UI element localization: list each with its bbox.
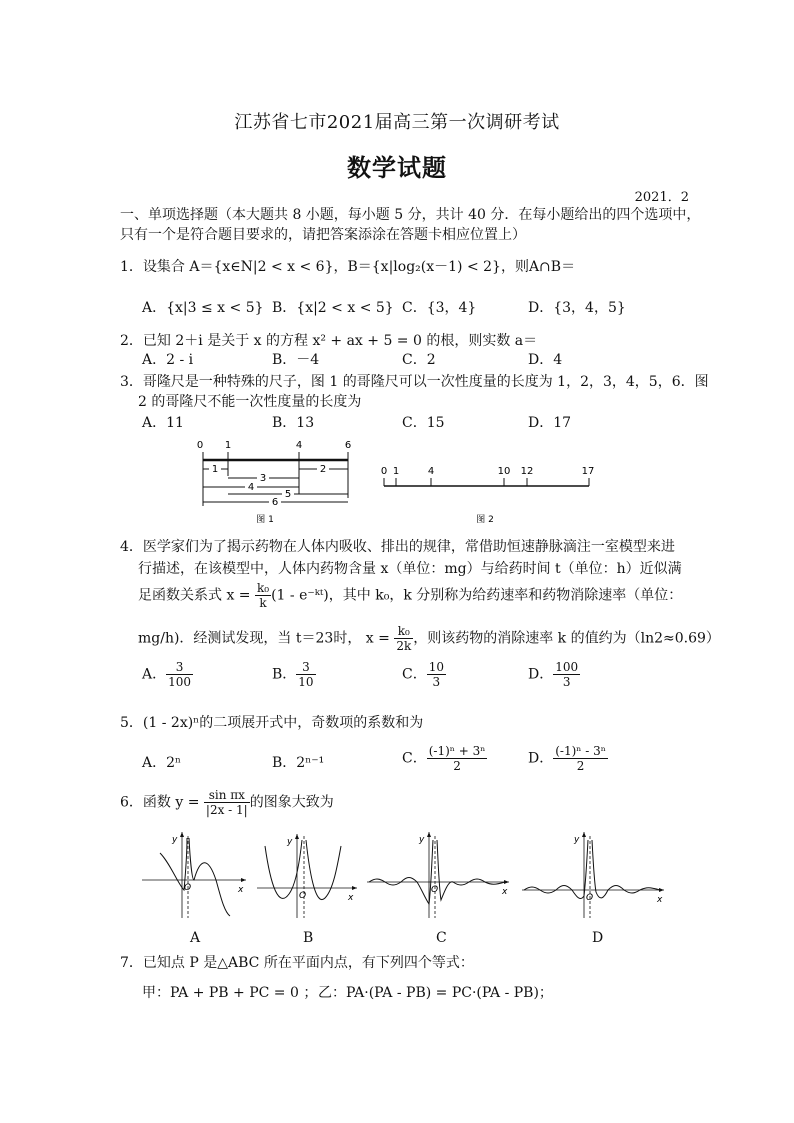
q7-equation-yi: 乙：PA·(PA - PB) = PC·(PA - PB)；: [318, 985, 553, 1001]
axis-x-label: x: [502, 887, 508, 897]
axis-y-label: y: [172, 835, 178, 845]
q4-stem-line1: 4．医学家们为了揭示药物在人体内吸收、排出的规律，常借助恒速静脉滴注一室模型来进: [120, 539, 675, 555]
golomb-ruler-figure-1: [195, 436, 365, 528]
q6-stem: 6．函数 y = $\frac{\text{sin πx}}{|2x - 1|}$ 的图象大致为: [120, 788, 334, 817]
q2-option-a: A．2 - i: [142, 352, 194, 368]
page-title: 江苏省七市2021届高三第一次调研考试: [234, 112, 560, 133]
q4-option-c: C． $\frac{10}{3}$: [402, 660, 444, 689]
graph-label-d: D: [592, 930, 604, 946]
fig1-tick-label: 6: [344, 440, 352, 451]
fig2-tick-label: 0: [380, 466, 388, 477]
origin-label: O: [184, 883, 192, 893]
q2-option-c: C．2: [402, 352, 436, 368]
fig1-tick-label: 1: [224, 440, 232, 451]
q1-option-d: D．{3，4，5}: [528, 300, 626, 316]
fig2-caption: 图 2: [476, 515, 494, 525]
axis-x-label: x: [238, 885, 244, 895]
fig1-measure-label: 6: [271, 497, 279, 508]
q2-option-b: B．－4: [272, 352, 320, 368]
origin-label: O: [299, 891, 307, 901]
q1-option-c: C．{3，4}: [402, 300, 477, 316]
q1-option-a: A．{x|3 ≤ x < 5}: [142, 300, 264, 316]
section-heading-1: 一、单项选择题（本大题共 8 小题，每小题 5 分，共计 40 分．在每小题给出的四个选项中，: [120, 207, 701, 223]
q3-option-b: B．13: [272, 415, 315, 431]
fig2-tick-label: 1: [392, 466, 400, 477]
q4-option-d: D． $\frac{100}{3}$: [528, 660, 579, 689]
q4-fraction: $\frac{\text{k₀}}{2k}$: [396, 624, 412, 653]
golomb-ruler-figure-2: [375, 462, 600, 528]
q4-fraction: $\frac{\text{k₀}}{k}$: [256, 581, 270, 610]
q3-stem-line1: 3．哥隆尺是一种特殊的尺子，图 1 的哥隆尺可以一次性度量的长度为 1，2，3，4，5，6．图: [120, 374, 709, 390]
fig1-measure-label: 1: [211, 464, 219, 475]
q7-equation-jia: 甲：PA + PB + PC = 0 ；: [142, 985, 318, 1001]
q2-stem: 2．已知 2＋i 是关于 x 的方程 x² + ax + 5 = 0 的根，则实数 a＝: [120, 333, 538, 349]
q1-stem: 1．设集合 A＝{x∈N|2 < x < 6}，B＝{x|log₂(x－1) < 2}，则A∩B＝: [120, 259, 576, 275]
q4-option-b: B． $\frac{3}{10}$: [272, 660, 314, 689]
q5-option-b: B．2ⁿ⁻¹: [272, 755, 325, 771]
page-subtitle: 数学试题: [347, 153, 447, 182]
q5-option-d: D． $\frac{\text{(-1)ⁿ - 3ⁿ}}{2}$: [528, 744, 606, 773]
fig1-measure-label: 4: [247, 482, 255, 493]
q3-stem-line2: 2 的哥隆尺不能一次性度量的长度为: [138, 394, 362, 410]
fig1-tick-label: 0: [196, 440, 204, 451]
graph-label-a: A: [190, 930, 201, 946]
q6-fraction: $\frac{\text{sin πx}}{|2x - 1|}$: [205, 788, 248, 817]
q5-option-a: A．2ⁿ: [142, 755, 182, 771]
graph-b: [255, 828, 365, 920]
fig2-tick-label: 10: [497, 466, 511, 477]
q1-option-b: B．{x|2 < x < 5}: [272, 300, 394, 316]
axis-y-label: y: [287, 837, 293, 847]
q4-stem-line3: 足函数关系式 x = $\frac{\text{k₀}}{k}$ (1 - e⁻ᵏᵗ)，其中 k₀，k 分别称为给药速率和药物消除速率（单位：: [138, 581, 683, 610]
fig2-tick-label: 4: [427, 466, 435, 477]
axis-x-label: x: [657, 895, 663, 905]
q4-option-a: A． $\frac{3}{100}$: [142, 660, 192, 689]
origin-label: O: [586, 893, 594, 903]
origin-label: O: [431, 885, 439, 895]
q2-option-d: D．4: [528, 352, 563, 368]
graph-label-b: B: [303, 930, 314, 946]
graph-a: [140, 828, 250, 920]
fig2-tick-label: 17: [581, 466, 595, 477]
graph-d: [520, 828, 670, 920]
q4-stem-line2: 行描述，在该模型中，人体内药物含量 x（单位：mg）与给药时间 t（单位：h）近似满: [138, 561, 682, 577]
q5-stem: 5．(1 - 2x)ⁿ的二项展开式中，奇数项的系数和为: [120, 715, 424, 731]
q5-option-c: C． $\frac{\text{(-1)ⁿ + 3ⁿ}}{2}$: [402, 744, 486, 773]
axis-y-label: y: [419, 835, 425, 845]
q3-option-c: C．15: [402, 415, 445, 431]
fig1-caption: 图 1: [256, 515, 274, 525]
q3-option-a: A．11: [142, 415, 184, 431]
axis-y-label: y: [574, 835, 580, 845]
fig1-tick-label: 4: [295, 440, 303, 451]
axis-x-label: x: [348, 893, 354, 903]
fig1-measure-label: 2: [319, 464, 327, 475]
graph-label-c: C: [436, 930, 447, 946]
section-heading-2: 只有一个是符合题目要求的，请把答案添涂在答题卡相应位置上）: [120, 227, 526, 243]
exam-date: 2021．2: [634, 190, 689, 205]
q4-stem-line4: mg/h)．经测试发现，当 t＝23时， x = $\frac{\text{k₀}}{2k}$ ，则该药物的消除速率 k 的值约为（ln2≈0.69）: [138, 624, 720, 653]
graph-c: [365, 828, 515, 920]
q7-stem: 7．已知点 P 是△ABC 所在平面内点，有下列四个等式：: [120, 955, 474, 971]
fig1-measure-label: 3: [259, 473, 267, 484]
q3-option-d: D．17: [528, 415, 572, 431]
fig2-tick-label: 12: [520, 466, 534, 477]
fig1-measure-label: 5: [284, 489, 292, 500]
